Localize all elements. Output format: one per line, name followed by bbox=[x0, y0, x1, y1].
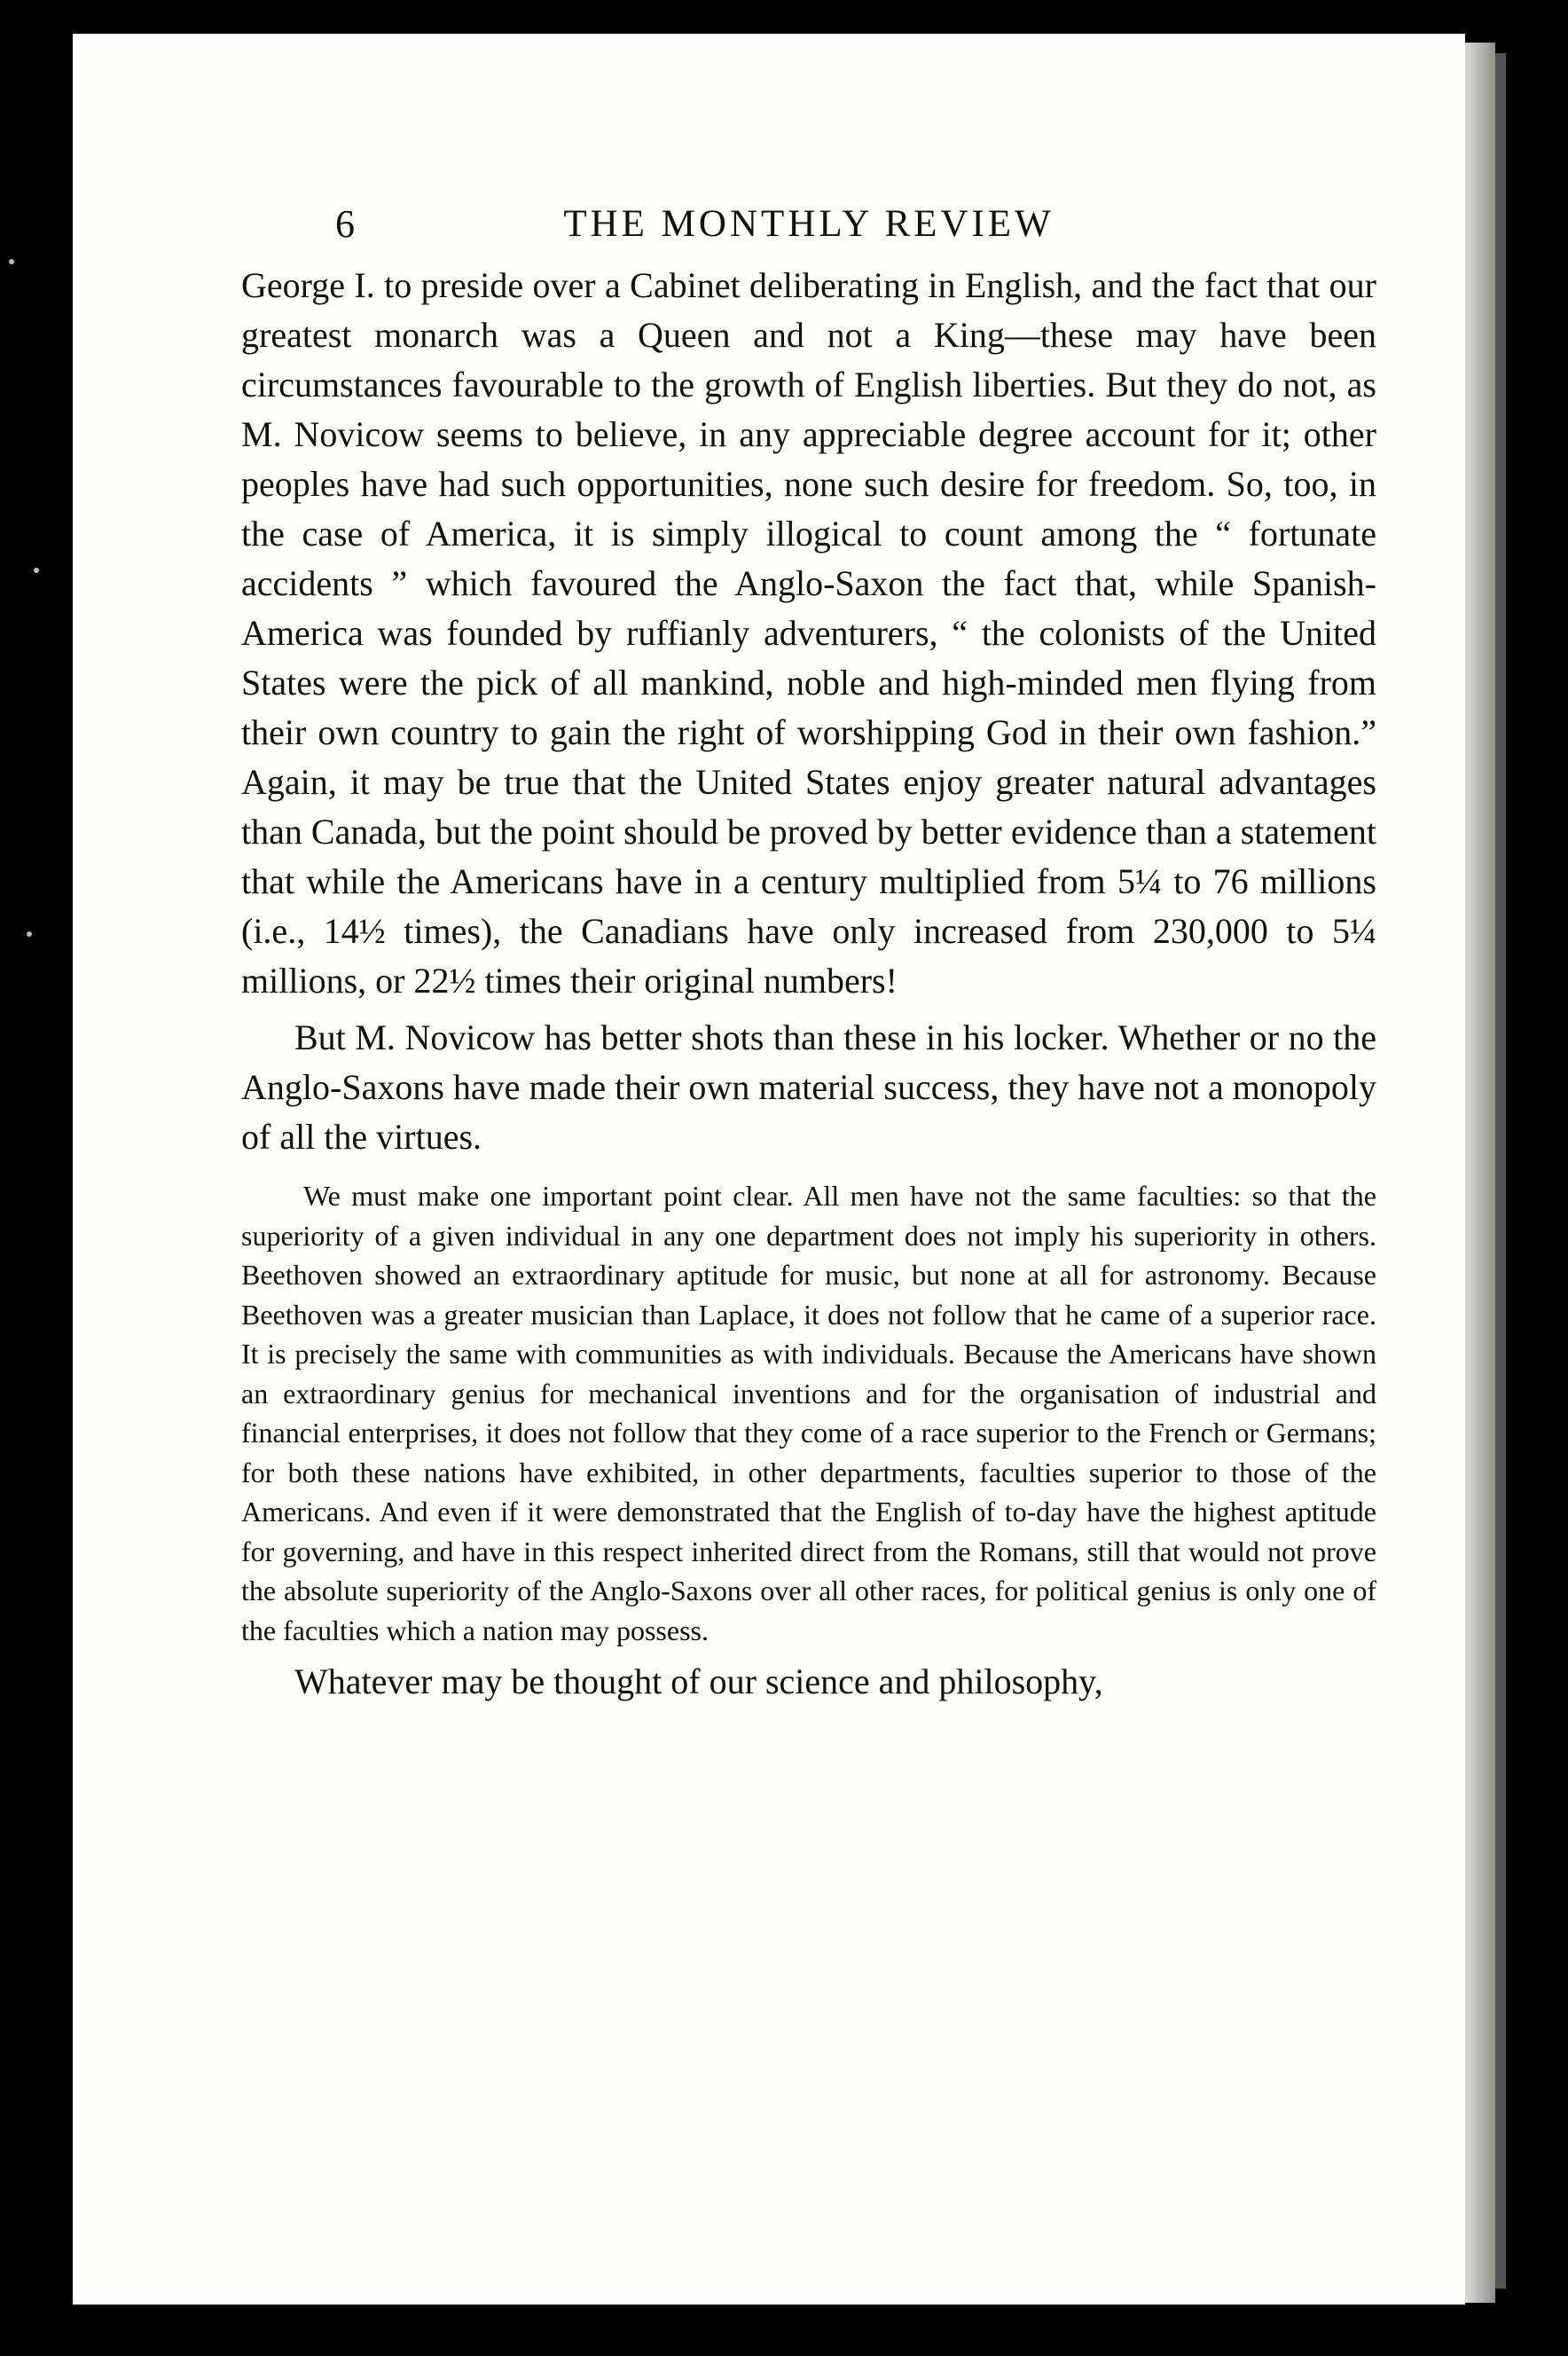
page-spine-shadow bbox=[1465, 43, 1495, 2303]
book-page bbox=[73, 34, 1465, 2305]
page-header bbox=[241, 167, 1376, 255]
scan-speck bbox=[34, 568, 39, 573]
page-content bbox=[241, 167, 1376, 1707]
page-number: 6 bbox=[335, 202, 355, 246]
running-title: THE MONTHLY REVIEW bbox=[563, 203, 1054, 245]
closing-line: Whatever may be thought of our science and philosophy, bbox=[294, 1661, 1103, 1701]
scan-speck bbox=[27, 931, 32, 937]
block-quotation: We must make one important point clear. All men have not the same faculties: so that the superiority of a given individual in any one department does not imply his superiority in others. Beethoven showed an extraordinary aptitude for music, but none at all for astronomy. Because Beethoven was a greater musician than Laplace, it does not follow that he came of a superior race. It is precisely the same with communities as with individuals. Because the Americans have shown an extraordinary genius for mechanical inventions and for the organisation of industrial and financial enterprises, it does not follow that they come of a race superior to the French or Germans; for both these nations have exhibited, in other departments, faculties superior to those of the Americans. And even if it were demonstrated that the English of to-day have the highest aptitude for governing, and have in this respect inherited direct from the Romans, still that would not prove the absolute superiority of the Anglo-Saxons over all other races, for political genius is only one of the faculties which a nation may possess. bbox=[241, 1180, 1376, 1646]
page-spine-edge bbox=[1495, 53, 1506, 2289]
scan-speck bbox=[9, 259, 14, 264]
body-paragraph-2: But M. Novicow has better shots than these in his locker. Whether or no the Anglo-Saxons have made their own material success, they have not a monopoly of all the virtues. bbox=[241, 1017, 1376, 1157]
body-paragraph-1: George I. to preside over a Cabinet deliberating in English, and the fact that our greatest monarch was a Queen and not a King—these may have been circumstances favourable to the growth of English liberties. But they do not, as M. Novicow seems to believe, in any appreciable degree account for it; other peoples have had such opportunities, none such desire for freedom. So, too, in the case of America, it is simply illogical to count among the “ fortunate accidents ” which favoured the Anglo-Saxon the fact that, while Spanish-America was founded by ruffianly adventurers, “ the colonists of the United States were the pick of all mankind, noble and high-minded men flying from their own country to gain the right of worshipping God in their own fashion.” Again, it may be true that the United States enjoy greater natural advantages than Canada, but the point should be proved by better evidence than a statement that while the Americans have in a century multiplied from 5¼ to 76 millions (i.e., 14½ times), the Canadians have only increased from 230,000 to 5¼ millions, or 22½ times their original numbers! bbox=[241, 265, 1376, 1001]
